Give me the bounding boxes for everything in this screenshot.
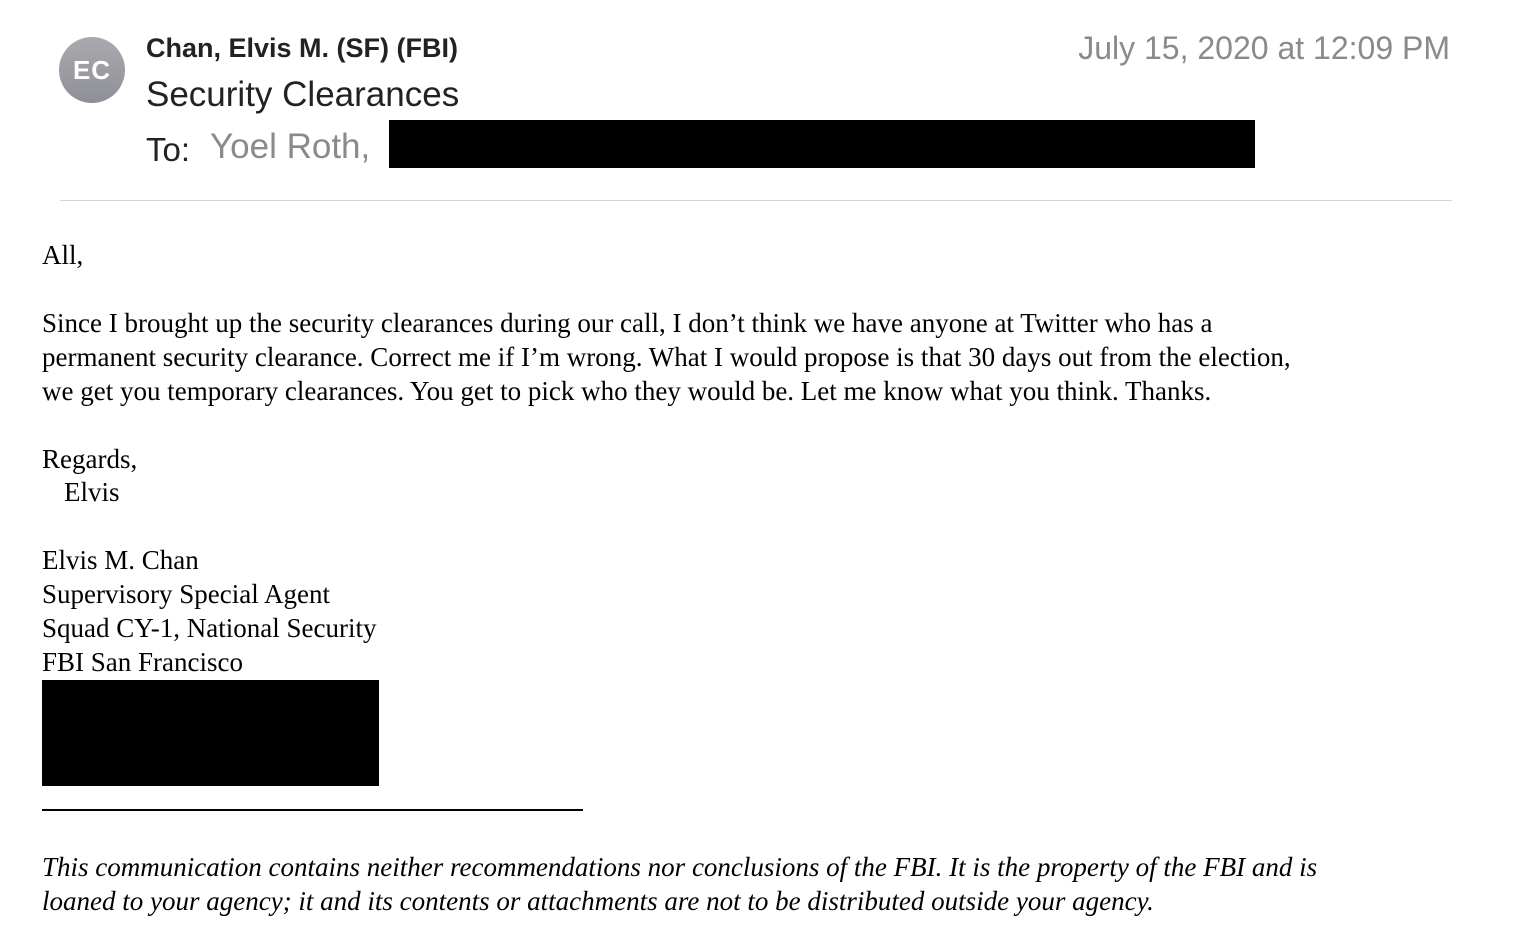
sender-name[interactable]: Chan, Elvis M. (SF) (FBI) bbox=[146, 33, 459, 63]
redacted-contact-info bbox=[42, 680, 379, 786]
paragraph-line: we get you temporary clearances. You get to pick who they would be. Let me know what you think. Thanks. bbox=[42, 376, 1212, 406]
recipients-row bbox=[146, 124, 370, 170]
disclaimer-line: This communication contains neither recommendations nor conclusions of the FBI. It is the property of the FBI and is bbox=[42, 852, 1318, 882]
signature-separator bbox=[42, 809, 583, 811]
message-paragraph bbox=[42, 306, 1291, 408]
signature-office: FBI San Francisco bbox=[42, 647, 243, 677]
header-divider bbox=[60, 200, 1452, 201]
greeting: All, bbox=[42, 240, 84, 270]
sender-avatar: EC bbox=[59, 37, 125, 103]
email-subject: Security Clearances bbox=[146, 75, 460, 114]
paragraph-line: permanent security clearance. Correct me if I’m wrong. What I would propose is that 30 days out from the election, bbox=[42, 342, 1291, 372]
legal-disclaimer bbox=[42, 850, 1317, 918]
sent-date: July 15, 2020 at 12:09 PM bbox=[1078, 30, 1450, 66]
recipient-name[interactable]: Yoel Roth, bbox=[210, 127, 371, 166]
signoff-name: Elvis bbox=[64, 477, 120, 507]
paragraph-line: Since I brought up the security clearances during our call, I don’t think we have anyone at Twitter who has a bbox=[42, 308, 1213, 338]
signature-name: Elvis M. Chan bbox=[42, 545, 199, 575]
disclaimer-line: loaned to your agency; it and its contents or attachments are not to be distributed outside your agency. bbox=[42, 886, 1154, 916]
signature-squad: Squad CY-1, National Security bbox=[42, 613, 377, 643]
closing: Regards, bbox=[42, 444, 138, 474]
redacted-recipients bbox=[389, 120, 1255, 168]
signature-block bbox=[42, 543, 376, 679]
signature-title: Supervisory Special Agent bbox=[42, 579, 330, 609]
to-label: To: bbox=[146, 131, 191, 168]
email-header bbox=[0, 0, 1516, 200]
